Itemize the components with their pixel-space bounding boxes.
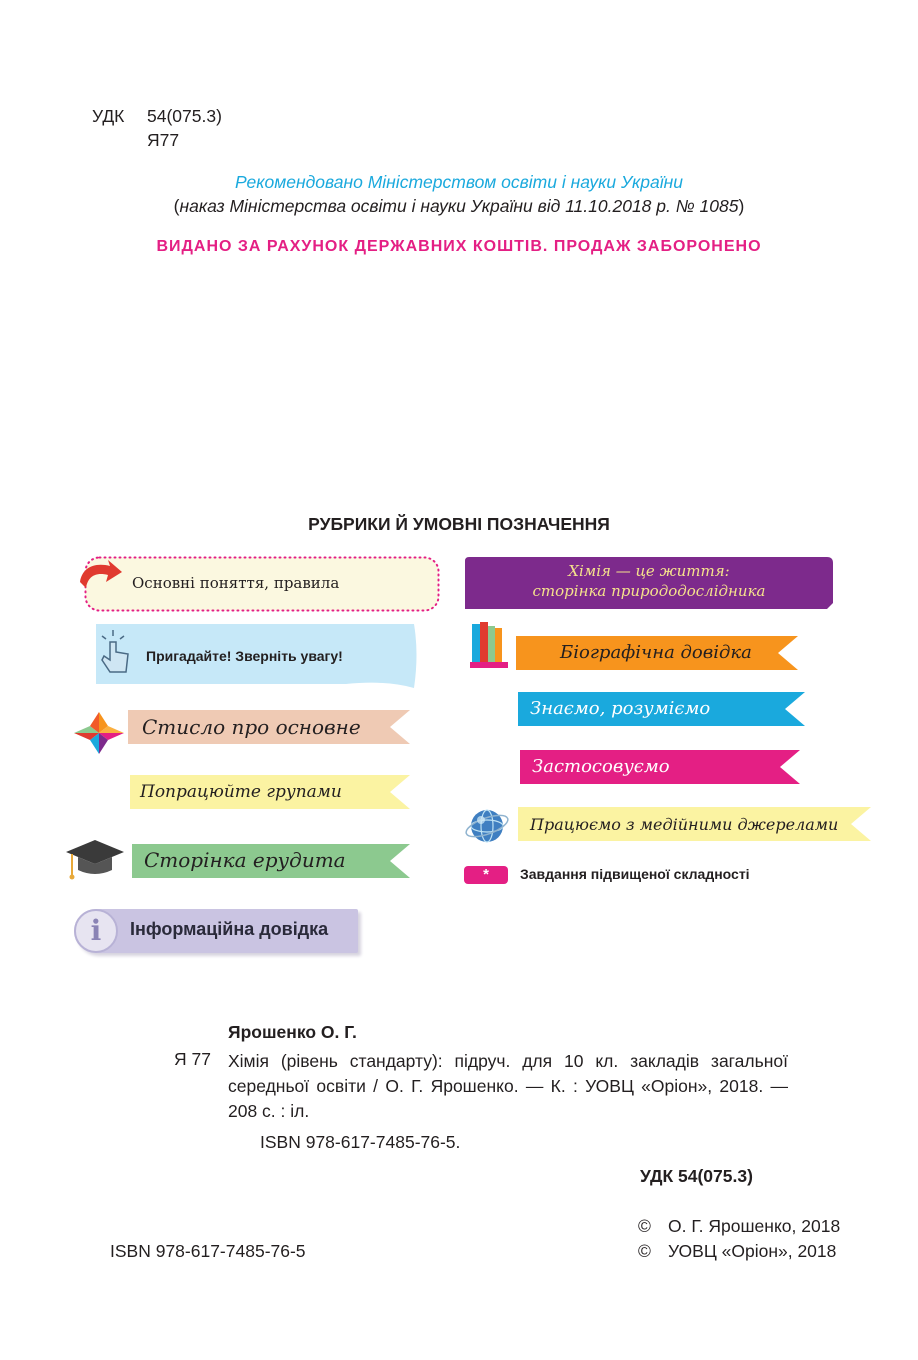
rubric-info	[74, 909, 358, 953]
recommendation-line: Рекомендовано Міністерством освіти і науки України	[235, 172, 683, 192]
rubric-media	[518, 807, 871, 841]
apply-label: Застосовуємо	[532, 756, 670, 777]
order-line	[0, 196, 918, 217]
udk-block	[92, 104, 222, 152]
know-label: Знаємо, розуміємо	[530, 698, 711, 719]
books-icon	[470, 620, 512, 670]
funded-notice: ВИДАНО ЗА РАХУНОК ДЕРЖАВНИХ КОШТІВ. ПРОДАЖ ЗАБОРОНЕНО	[156, 238, 762, 255]
summary-label: Стисло про основне	[142, 715, 361, 739]
copyright-text: О. Г. Ярошенко, 2018	[668, 1216, 841, 1236]
isbn-bottom: ISBN 978-617-7485-76-5	[110, 1241, 306, 1261]
copyright-line	[638, 1241, 836, 1262]
copyright-symbol: ©	[638, 1216, 651, 1236]
graduation-cap-icon	[64, 836, 126, 882]
color-star-icon	[72, 710, 126, 756]
rubric-chem-life	[465, 557, 833, 609]
copyright-line	[638, 1216, 840, 1237]
pointing-hand-icon	[96, 628, 136, 678]
udk-code: 54(075.3)	[147, 106, 222, 126]
group-work-label: Попрацюйте групами	[140, 782, 342, 802]
rubric-biography	[516, 636, 798, 670]
advanced-task-label: Завдання підвищеної складності	[520, 866, 750, 882]
advanced-task-icon: *	[464, 866, 508, 884]
order-open-paren: (	[173, 196, 180, 216]
bib-isbn: ISBN 978-617-7485-76-5.	[260, 1132, 461, 1152]
erudite-label: Сторінка ерудита	[144, 848, 346, 872]
rubric-know	[518, 692, 805, 726]
order-close-paren: )	[738, 196, 745, 216]
rubric-group-work	[130, 775, 410, 809]
red-arrow-icon	[76, 558, 124, 598]
globe-icon	[463, 804, 511, 848]
info-label: Інформаційна довідка	[130, 919, 329, 939]
bib-udk: УДК 54(075.3)	[640, 1166, 753, 1186]
basic-concepts-label: Основні поняття, правила	[132, 574, 340, 592]
info-icon: i	[74, 909, 118, 953]
rubric-remember	[96, 624, 419, 688]
author-mark: Я77	[147, 130, 180, 150]
order-text: наказ Міністерства освіти і науки України від 11.10.2018 р. № 1085	[179, 196, 739, 216]
rubric-apply	[520, 750, 800, 784]
biography-label: Біографічна довідка	[560, 642, 752, 663]
bib-description: Хімія (рівень стандарту): підруч. для 10 кл. закладів загальної середньої освіти / О. Г. Ярошенко. — К. : УОВЦ «Оріон», 2018. — 208 с. : іл.	[228, 1051, 788, 1121]
media-label: Працюємо з медійними джерелами	[530, 815, 839, 834]
copyright-text: УОВЦ «Оріон», 2018	[668, 1241, 837, 1261]
udk-label: УДК	[92, 106, 125, 126]
remember-label: Пригадайте! Зверніть увагу!	[146, 648, 343, 664]
rubric-summary	[128, 710, 410, 744]
chem-life-line1: Хімія — це життя:	[568, 562, 730, 580]
rubrics-title: РУБРИКИ Й УМОВНІ ПОЗНАЧЕННЯ	[308, 514, 610, 534]
rubric-erudite	[132, 844, 410, 878]
rubric-basic-concepts	[84, 556, 440, 612]
chem-life-line2: сторінка природодослідника	[532, 582, 766, 600]
copyright-symbol: ©	[638, 1241, 651, 1261]
bib-code: Я 77	[174, 1049, 211, 1069]
bib-author: Ярошенко О. Г.	[228, 1022, 357, 1042]
